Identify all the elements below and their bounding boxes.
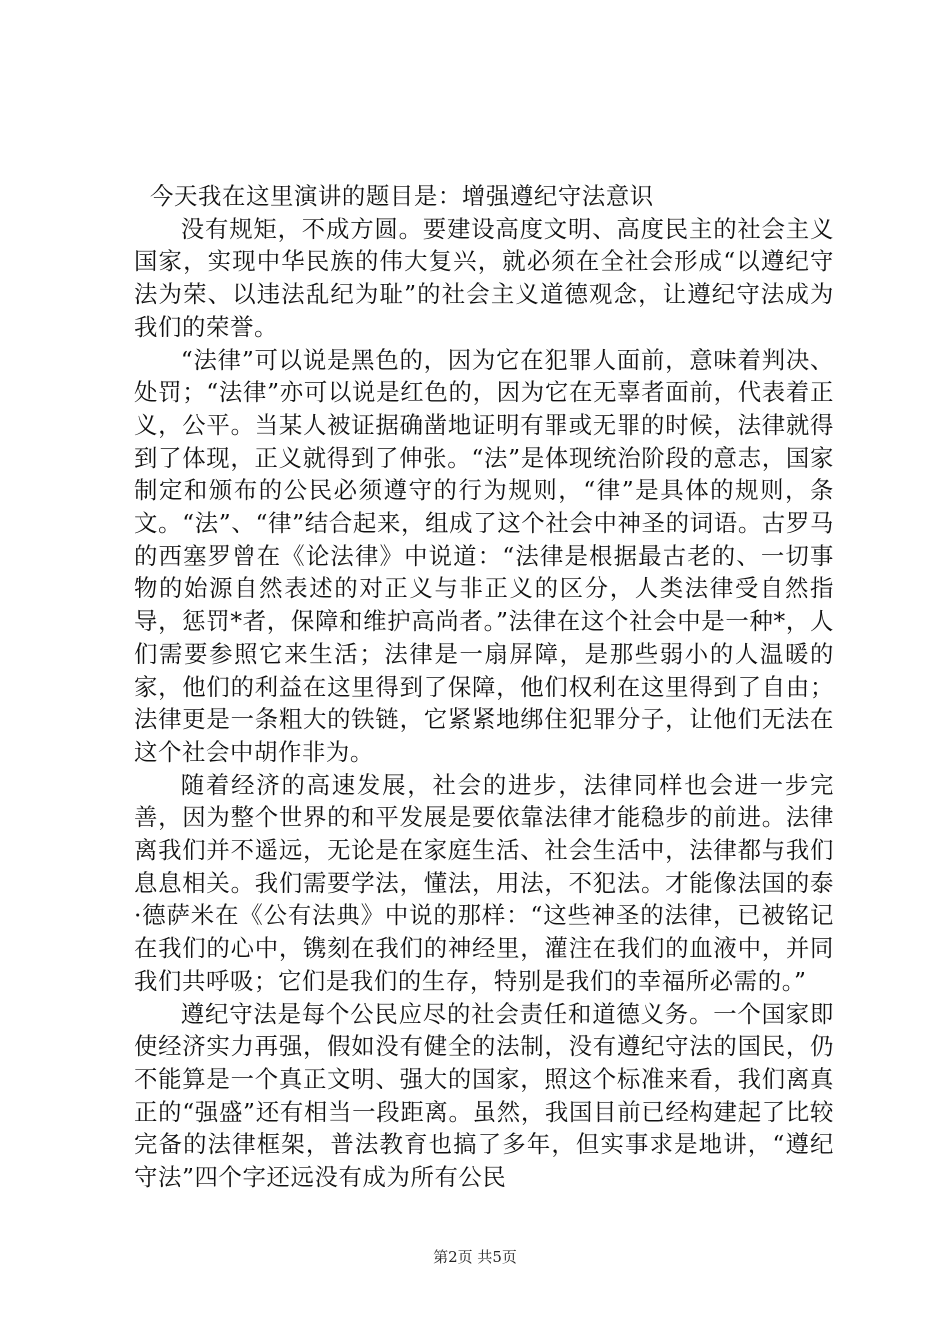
paragraph-2: “法律”可以说是黑色的，因为它在犯罪人面前，意味着判决、处罚；“法律”亦可以说是红色的，因为它在无辜者面前，代表着正义，公平。当某人被证据确凿地证明有罪或无罪的时候，法律就得到了体现，正义就得到了伸张。“法”是体现统治阶段的意志，国家制定和颁布的公民必须遵守的行为规则，“律”是具体的规则，条文。“法”、“律”结合起来，组成了这个社会中神圣的词语。古罗马的西塞罗曾在《论法律》中说道：“法律是根据最古老的、一切事物的始源自然表述的对正义与非正义的区分，人类法律受自然指导，惩罚*者，保障和维护高尚者。”法律在这个社会中是一种*，人们需要参照它来生活；法律是一扇屏障，是那些弱小的人温暖的家，他们的利益在这里得到了保障，他们权利在这里得到了自由；法律更是一条粗大的铁链，它紧紧地绑住犯罪分子，让他们无法在这个社会中胡作非为。 xyxy=(134,345,834,766)
paragraph-1: 没有规矩，不成方圆。要建设高度文明、高度民主的社会主义国家，实现中华民族的伟大复兴，就必须在全社会形成“以遵纪守法为荣、以违法乱纪为耻”的社会主义道德观念，让遵纪守法成为我们的荣誉。 xyxy=(134,214,834,341)
paragraph-4: 遵纪守法是每个公民应尽的社会责任和道德义务。一个国家即使经济实力再强，假如没有健全的法制，没有遵纪守法的国民，仍不能算是一个真正文明、强大的国家，照这个标准来看，我们离真正的“强盛”还有相当一段距离。虽然，我国目前已经构建起了比较完备的法律框架，普法教育也搞了多年，但实事求是地讲，“遵纪守法”四个字还远没有成为所有公民 xyxy=(134,999,834,1192)
page-footer: 第2页 共5页 xyxy=(433,1248,517,1266)
document-body xyxy=(134,180,834,1194)
speech-title-line: 今天我在这里演讲的题目是：增强遵纪守法意识 xyxy=(150,182,654,210)
paragraph-3: 随着经济的高速发展，社会的进步，法律同样也会进一步完善，因为整个世界的和平发展是要依靠法律才能稳步的前进。法律离我们并不遥远，无论是在家庭生活、社会生活中，法律都与我们息息相关。我们需要学法，懂法，用法，不犯法。才能像法国的泰·德萨米在《公有法典》中说的那样：“这些神圣的法律，已被铭记在我们的心中，镌刻在我们的神经里，灌注在我们的血液中，并同我们共呼吸；它们是我们的生存，特别是我们的幸福所必需的。” xyxy=(134,770,834,995)
